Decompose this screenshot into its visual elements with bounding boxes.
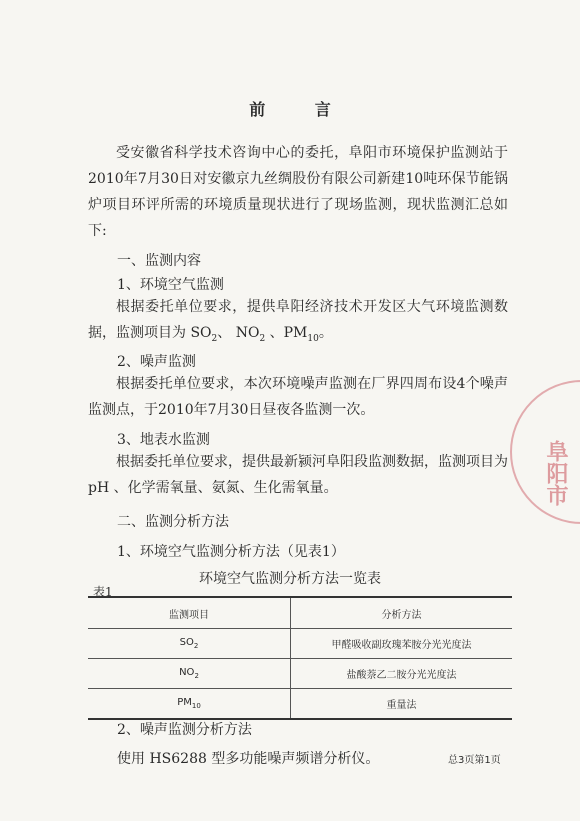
section2-heading: 二、监测分析方法 <box>117 514 229 530</box>
intro-paragraph: 受安徽省科学技术咨询中心的委托，阜阳市环境保护监测站于2010年7月30日对安徽京九丝绸股份有限公司新建10吨环保节能锅炉项目环评所需的环境质量现状进行了现场监测，现状监测汇总如下: <box>88 145 508 239</box>
noise-analysis-body: 使用 HS6288 型多功能噪声频谱分析仪。 <box>117 751 380 767</box>
noise-monitoring-body: 根据委托单位要求，本次环境噪声监测在厂界四周布设4个噪声监测点，于2010年7月30日昼夜各监测一次。 <box>88 376 508 418</box>
table-cell-item: $NO_2$ <box>88 659 291 689</box>
table-caption: 环境空气监测分析方法一览表 <box>199 571 381 587</box>
air-monitoring-heading: 1、环境空气监测 <box>117 277 224 293</box>
page-title: 前 言 <box>249 100 353 119</box>
official-seal <box>510 380 580 524</box>
table-cell-method: 甲醛吸收副玫瑰苯胺分光光度法 <box>291 629 513 659</box>
section1-heading: 一、监测内容 <box>117 253 201 269</box>
table-header-method: 分析方法 <box>291 597 513 629</box>
table-header-row <box>88 597 512 629</box>
table-header-item: 监测项目 <box>88 597 291 629</box>
surface-water-heading: 3、地表水监测 <box>117 432 210 448</box>
table-row <box>88 659 512 689</box>
table-cell-method: 重量法 <box>291 689 513 720</box>
table-row <box>88 689 512 720</box>
official-seal-text: 阜阳市 <box>543 440 569 506</box>
methods-table <box>88 596 512 720</box>
air-analysis-heading: 1、环境空气监测分析方法（见表1） <box>117 544 345 560</box>
table-row <box>88 629 512 659</box>
surface-water-body: 根据委托单位要求，提供最新颍河阜阳段监测数据，监测项目为 pH 、化学需氧量、氨氮、生化需氧量。 <box>88 454 508 496</box>
page-counter: 总3页第1页 <box>448 755 501 766</box>
table-label: 表1 <box>93 585 113 599</box>
noise-analysis-heading: 2、噪声监测分析方法 <box>117 722 252 738</box>
table-cell-method: 盐酸萘乙二胺分光光度法 <box>291 659 513 689</box>
table-cell-item: $SO_2$ <box>88 629 291 659</box>
noise-monitoring-heading: 2、噪声监测 <box>117 354 196 370</box>
air-monitoring-body: 根据委托单位要求，提供阜阳经济技术开发区大气环境监测数据，监测项目为 $SO_2$、 $NO_2$ 、$PM_{10}$。 <box>88 299 508 344</box>
table-cell-item: $PM_{10}$ <box>88 689 291 720</box>
